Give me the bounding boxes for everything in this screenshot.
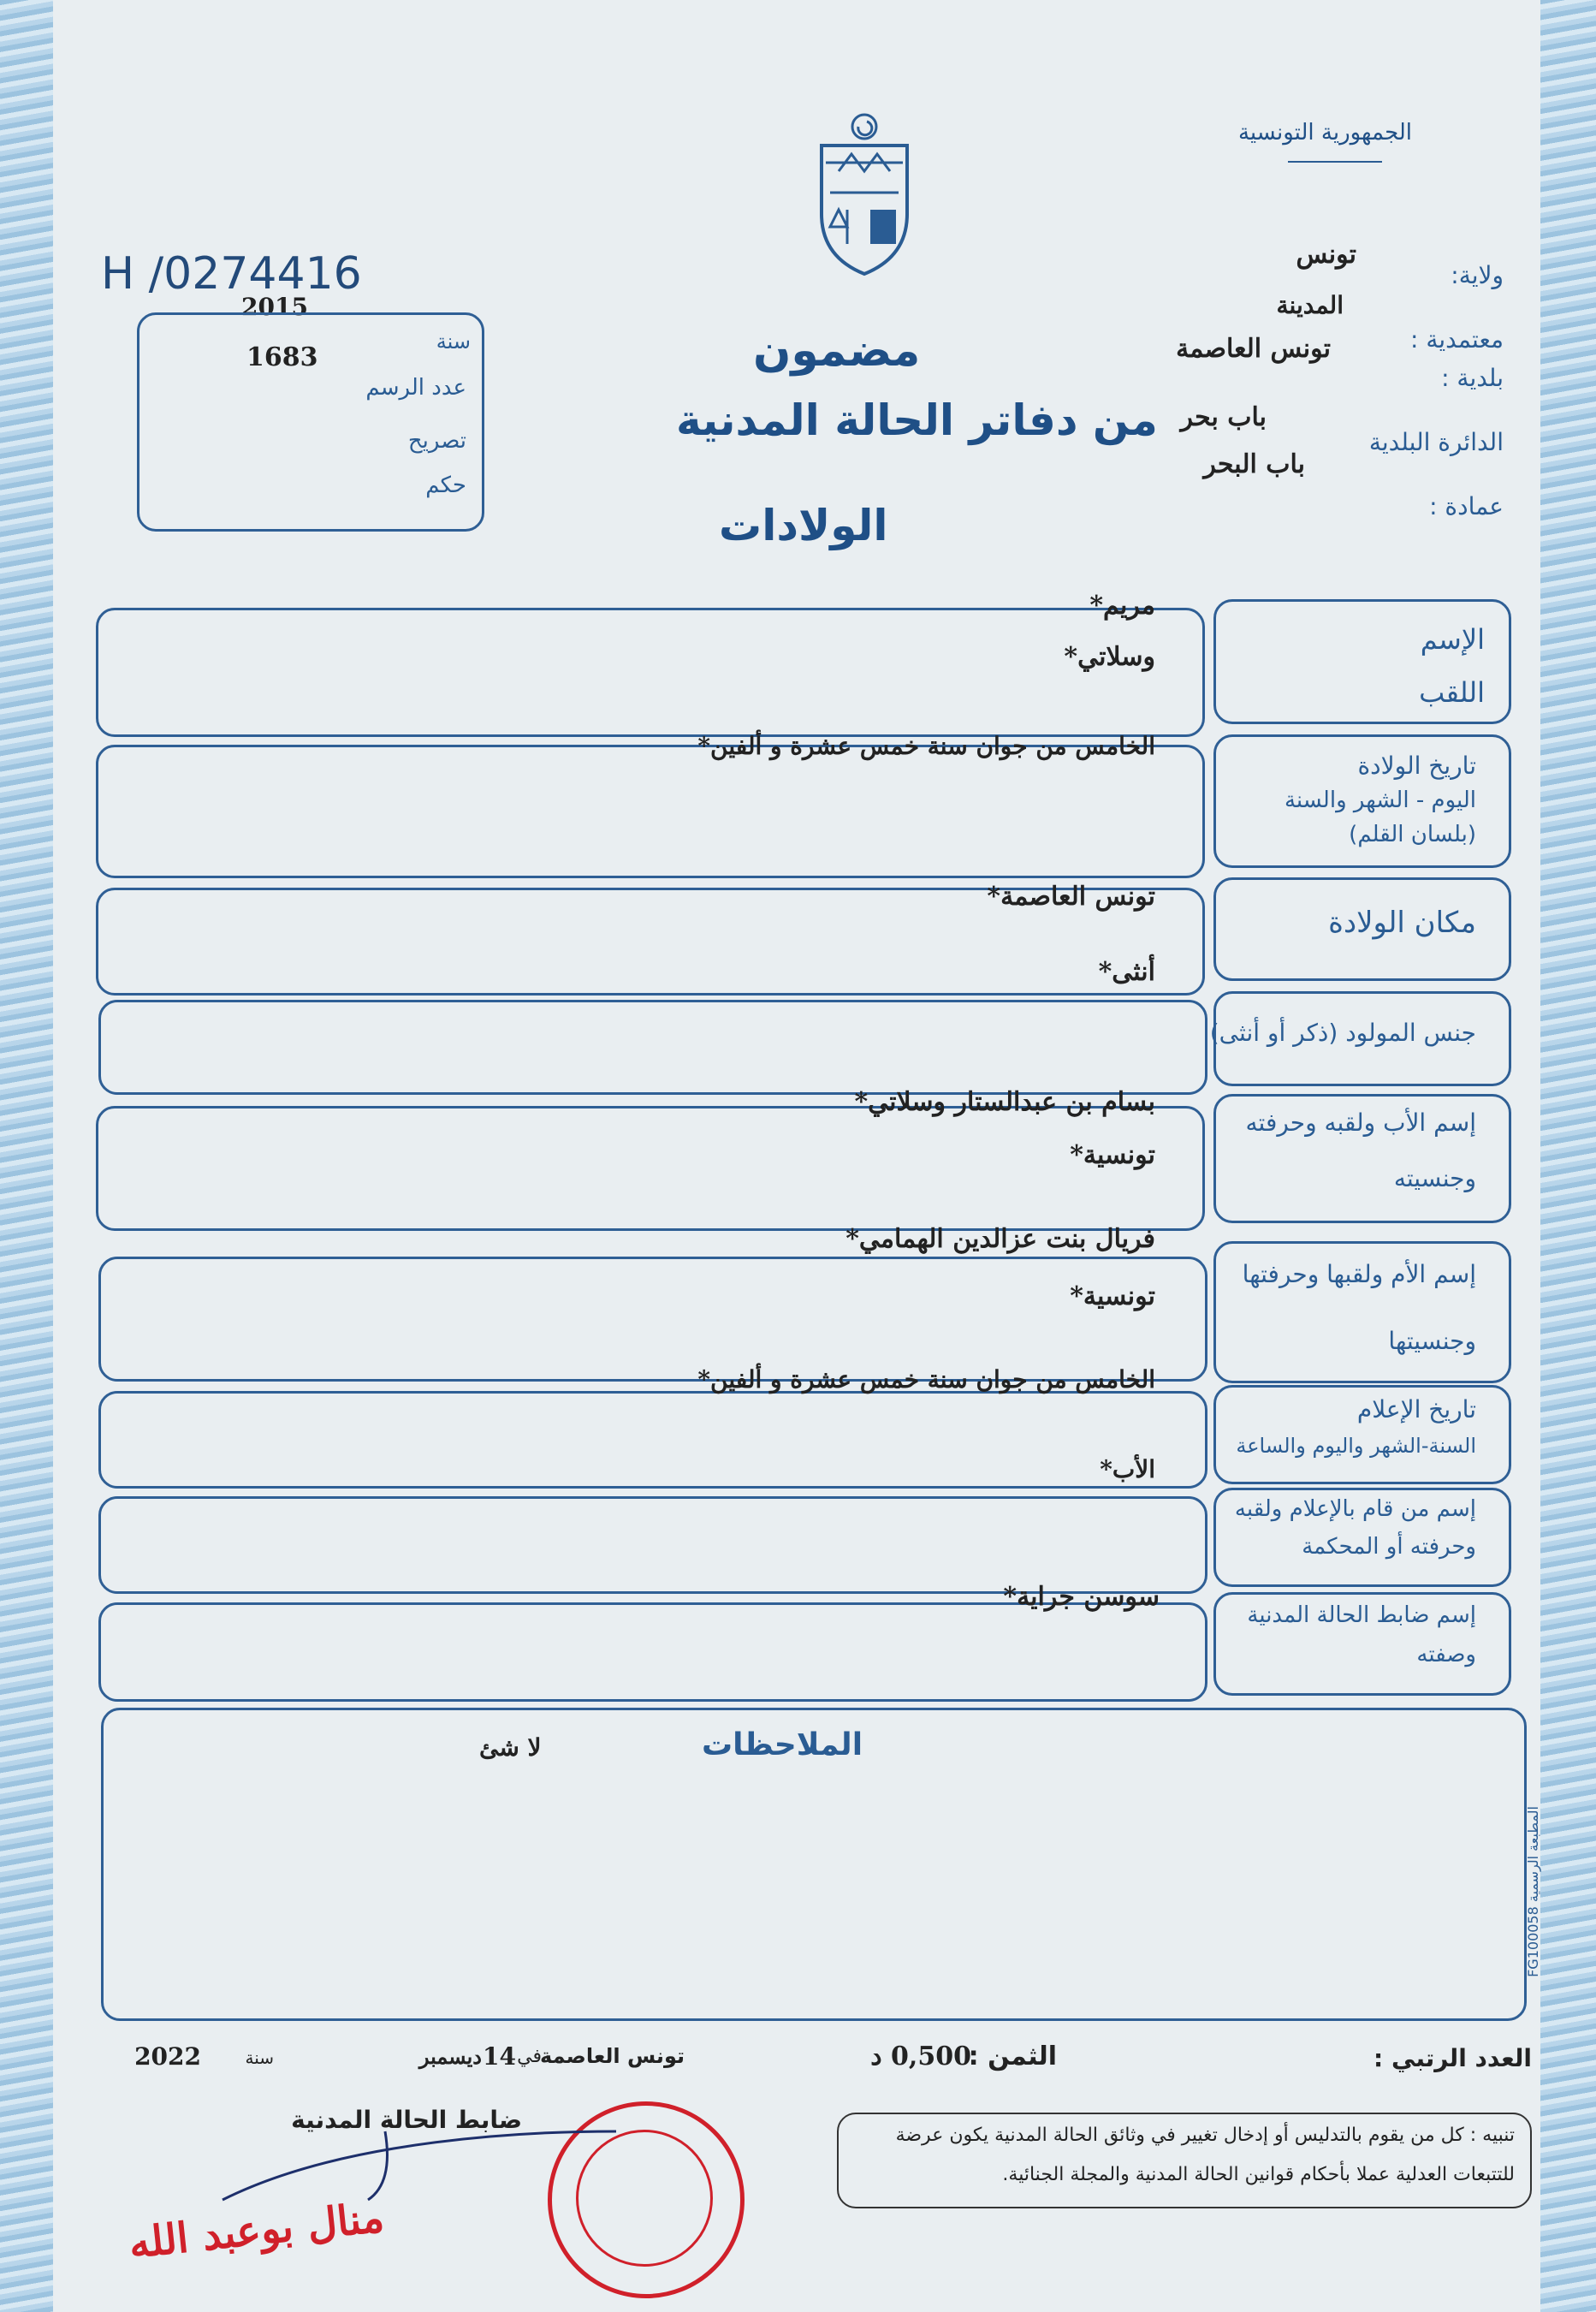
mutamadiya-label: معتمدية :	[1410, 325, 1504, 354]
last-name-value: وسلاتي*	[1064, 642, 1155, 672]
father-nationality-label: وجنسيته	[1393, 1164, 1476, 1192]
serial-rank-label: العدد الرتبي :	[1374, 2044, 1532, 2072]
section-title: الولادات	[719, 501, 888, 550]
birth-date-pen-label: (بلسان القلم)	[1349, 822, 1476, 847]
sex-value-box	[98, 1000, 1207, 1095]
father-value: بسام بن عبدالستار وسلاتي*	[854, 1087, 1155, 1117]
declaration-date-label: تاريخ الإعلام	[1356, 1395, 1476, 1423]
birth-date-value: الخامس من جوان سنة خمس عشرة و ألفين*	[697, 732, 1155, 760]
register-year-label: سنة	[436, 330, 471, 354]
name-value-box	[96, 608, 1205, 737]
notice-line-1: تنبيه : كل من يقوم بالتدليس أو إدخال تغيير في وثائق الحالة المدنية يكون عرضة	[895, 2125, 1515, 2146]
decorative-border-right	[1536, 0, 1596, 2312]
imada-value: باب البحر	[1203, 449, 1305, 479]
register-number-value: 1683	[246, 342, 318, 372]
republic-label: الجمهورية التونسية	[1237, 120, 1412, 146]
title-line-1: مضمون	[753, 325, 921, 377]
declarant-sublabel: وحرفته أو المحكمة	[1302, 1534, 1476, 1560]
register-year-value: 2015	[241, 293, 308, 321]
price-value: 0,500 د	[870, 2042, 971, 2071]
signature-name: منال بوعبد الله	[126, 2193, 387, 2268]
father-label: إسم الأب ولقبه وحرفته	[1245, 1108, 1476, 1137]
officer-signature-label: ضابط الحالة المدنية	[291, 2106, 522, 2134]
date-place: تونس العاصمة	[540, 2044, 685, 2068]
birth-date-sublabel: اليوم - الشهر والسنة	[1284, 788, 1476, 813]
first-name-label: الإسم	[1420, 623, 1485, 656]
date-year-value: 2022	[134, 2042, 201, 2071]
mother-value: فريال بنت عزالدين الهمامي*	[845, 1224, 1155, 1254]
mutamadiya-value: المدينة	[1276, 291, 1344, 319]
father-value-box	[96, 1106, 1205, 1231]
date-month: ديسمبر	[418, 2044, 482, 2069]
register-number-label: عدد الرسم	[365, 375, 466, 401]
officer-sublabel: وصفته	[1416, 1642, 1476, 1667]
declarant-value: الأب*	[1100, 1455, 1155, 1483]
birth-date-value-box	[96, 745, 1205, 878]
date-year-label: سنة	[245, 2048, 274, 2068]
remarks-value: لا شئ	[479, 1733, 542, 1762]
title-line-2: من دفاتر الحالة المدنية	[676, 395, 1158, 445]
sex-label: جنس المولود (ذكر أو أنثى)	[1209, 1019, 1476, 1047]
serial-number: H /0274416	[101, 248, 362, 300]
declarant-value-box	[98, 1496, 1207, 1594]
sex-value: أنثى*	[1098, 957, 1155, 987]
register-declaration-label: تصريح	[407, 428, 466, 454]
wilaya-label: ولاية:	[1451, 261, 1504, 289]
wilaya-value: تونس	[1296, 240, 1356, 270]
republic-underline	[1288, 161, 1382, 163]
notice-line-2: للتتبعات العدلية عملا بأحكام قوانين الحالة المدنية والمجلة الجنائية.	[1002, 2164, 1515, 2185]
mother-nationality-label: وجنسيتها	[1388, 1327, 1476, 1355]
mother-label: إسم الأم ولقبها وحرفتها	[1242, 1260, 1476, 1288]
birth-place-value: تونس العاصمة*	[987, 882, 1155, 912]
remarks-label: الملاحظات	[702, 1727, 863, 1762]
mother-nationality-value: تونسية*	[1070, 1281, 1155, 1311]
mother-value-box	[98, 1257, 1207, 1382]
officer-label: إسم ضابط الحالة المدنية	[1247, 1602, 1476, 1628]
first-name-value: مريم*	[1089, 591, 1155, 621]
date-day: 14	[483, 2042, 516, 2071]
decorative-border-left	[0, 0, 60, 2312]
date-in-label: في	[517, 2046, 542, 2067]
officer-value-box	[98, 1602, 1207, 1702]
printer-mark: المطبعة الرسمية FG100058	[1525, 1806, 1541, 1977]
district-label: الدائرة البلدية	[1368, 428, 1504, 456]
tunisia-coat-of-arms-icon	[809, 111, 920, 282]
baladiya-label: بلدية :	[1441, 364, 1504, 392]
declaration-date-value: الخامس من جوان سنة خمس عشرة و ألفين*	[697, 1365, 1155, 1394]
declaration-date-value-box	[98, 1391, 1207, 1489]
birth-date-label: تاريخ الولادة	[1357, 752, 1476, 780]
officer-value: سوسن جراية*	[1003, 1582, 1160, 1612]
register-judgment-label: حكم	[425, 473, 466, 498]
district-value: باب بحر	[1180, 402, 1267, 432]
father-nationality-value: تونسية*	[1070, 1140, 1155, 1170]
birth-place-label: مكان الولادة	[1328, 906, 1476, 940]
last-name-label: اللقب	[1419, 676, 1485, 709]
declaration-date-sublabel: السنة-الشهر واليوم والساعة	[1236, 1434, 1476, 1458]
baladiya-value: تونس العاصمة	[1176, 334, 1331, 364]
price-label: الثمن :	[968, 2042, 1057, 2071]
declarant-label: إسم من قام بالإعلام ولقبه	[1234, 1496, 1476, 1522]
imada-label: عمادة :	[1429, 492, 1504, 520]
